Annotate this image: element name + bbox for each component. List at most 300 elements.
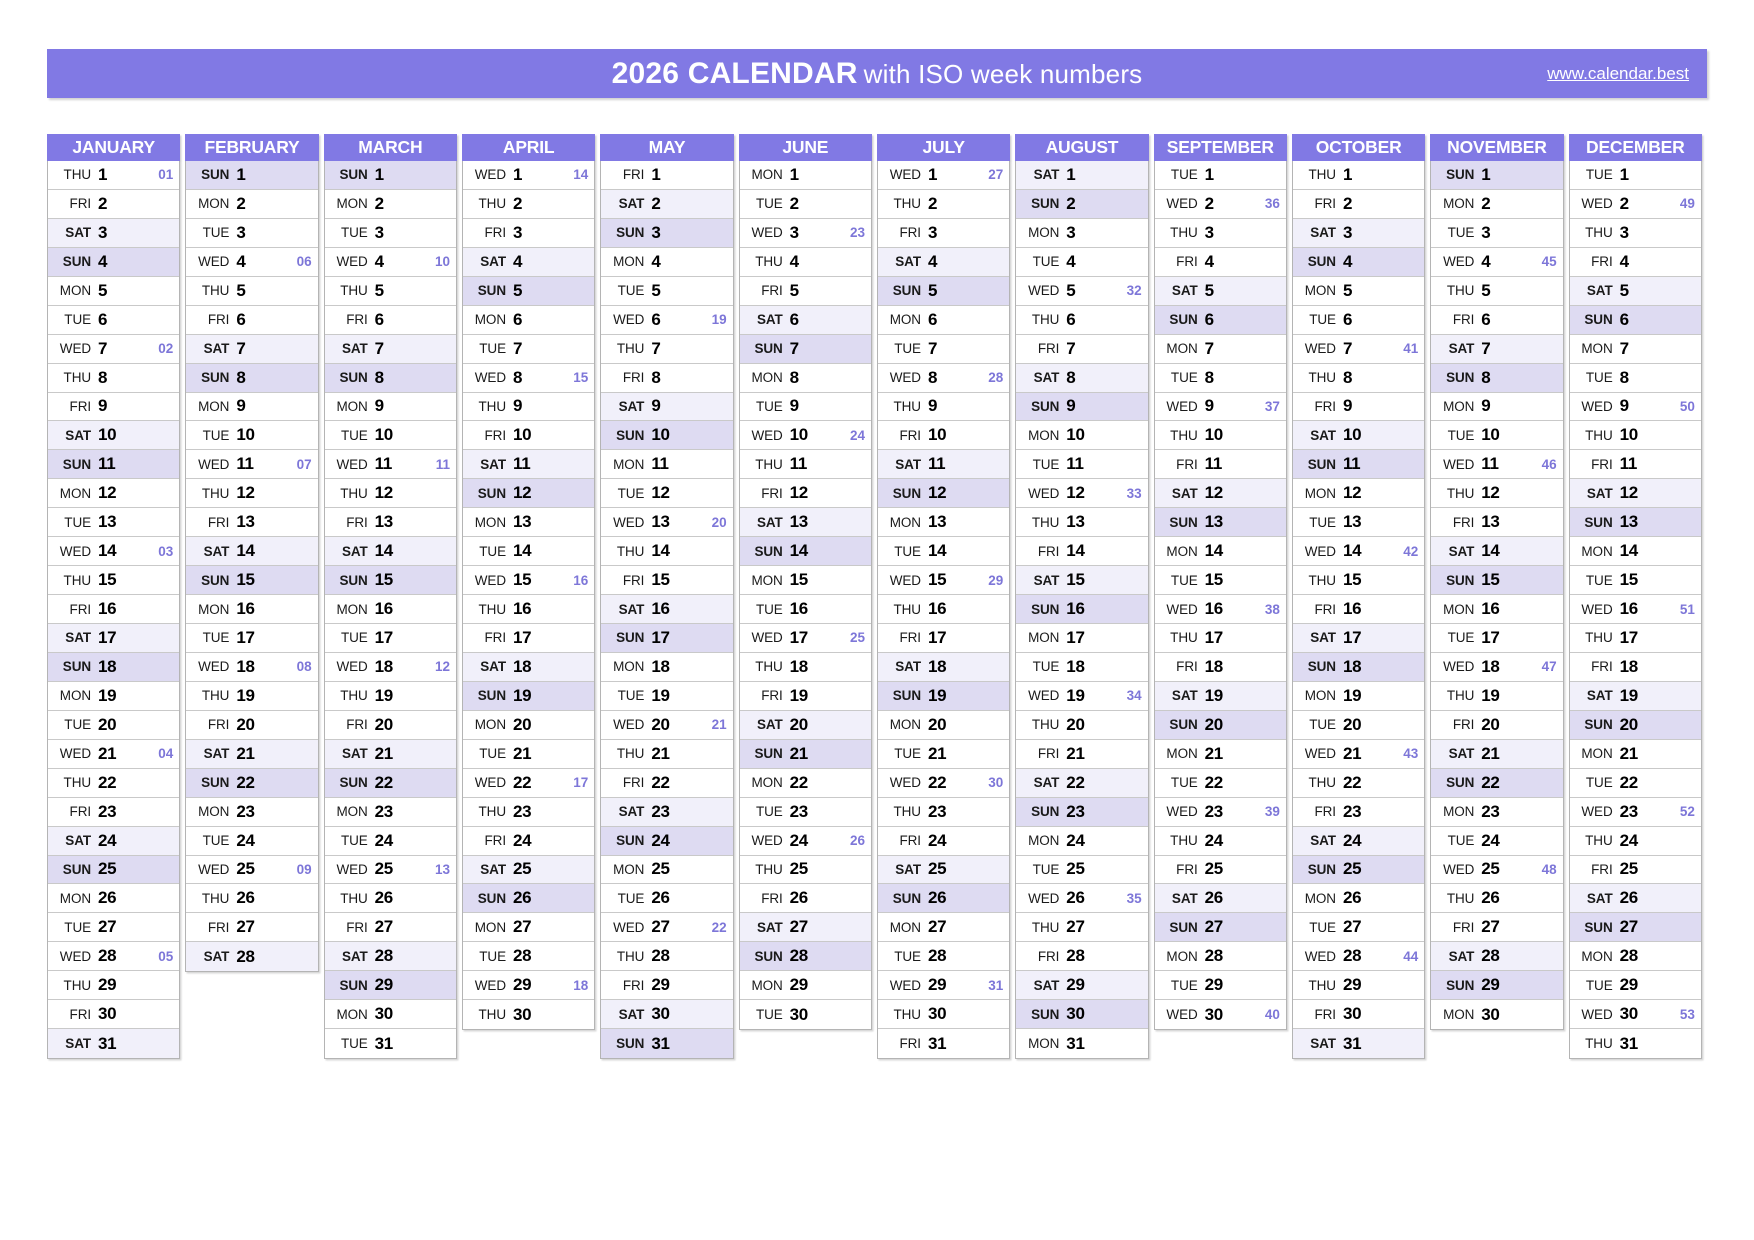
day-row[interactable] <box>48 682 179 711</box>
day-row[interactable] <box>325 335 456 364</box>
day-row[interactable] <box>1431 393 1562 422</box>
day-row[interactable] <box>740 277 871 306</box>
day-row[interactable] <box>1293 537 1424 566</box>
day-row[interactable] <box>1570 479 1701 508</box>
day-row[interactable] <box>48 421 179 450</box>
day-row[interactable] <box>1293 682 1424 711</box>
day-row[interactable] <box>325 856 456 885</box>
day-row[interactable] <box>878 913 1009 942</box>
day-row[interactable] <box>740 624 871 653</box>
day-row[interactable] <box>1570 161 1701 190</box>
day-row[interactable] <box>325 624 456 653</box>
day-row[interactable] <box>878 884 1009 913</box>
day-row[interactable] <box>878 306 1009 335</box>
day-row[interactable] <box>601 277 732 306</box>
day-row[interactable] <box>1431 884 1562 913</box>
day-row[interactable] <box>1016 624 1147 653</box>
day-row[interactable] <box>601 884 732 913</box>
day-row[interactable] <box>325 942 456 971</box>
day-row[interactable] <box>463 856 594 885</box>
day-row[interactable] <box>48 653 179 682</box>
day-row[interactable] <box>1016 711 1147 740</box>
day-row[interactable] <box>878 711 1009 740</box>
day-row[interactable] <box>463 595 594 624</box>
day-row[interactable] <box>1293 306 1424 335</box>
day-row[interactable] <box>1293 711 1424 740</box>
day-row[interactable] <box>325 421 456 450</box>
day-row[interactable] <box>1293 798 1424 827</box>
day-row[interactable] <box>1016 479 1147 508</box>
day-row[interactable] <box>325 450 456 479</box>
day-row[interactable] <box>1016 1000 1147 1029</box>
day-row[interactable] <box>878 595 1009 624</box>
day-row[interactable] <box>878 827 1009 856</box>
day-row[interactable] <box>1155 711 1286 740</box>
day-row[interactable] <box>186 653 317 682</box>
day-row[interactable] <box>463 537 594 566</box>
day-row[interactable] <box>1016 884 1147 913</box>
day-row[interactable] <box>1016 595 1147 624</box>
day-row[interactable] <box>740 566 871 595</box>
day-row[interactable] <box>601 913 732 942</box>
day-row[interactable] <box>48 827 179 856</box>
day-row[interactable] <box>1155 769 1286 798</box>
day-row[interactable] <box>325 1029 456 1058</box>
day-row[interactable] <box>1431 595 1562 624</box>
day-row[interactable] <box>186 537 317 566</box>
day-row[interactable] <box>740 653 871 682</box>
day-row[interactable] <box>48 624 179 653</box>
day-row[interactable] <box>740 769 871 798</box>
day-row[interactable] <box>325 479 456 508</box>
day-row[interactable] <box>878 971 1009 1000</box>
day-row[interactable] <box>878 942 1009 971</box>
day-row[interactable] <box>186 769 317 798</box>
day-row[interactable] <box>325 190 456 219</box>
day-row[interactable] <box>1016 393 1147 422</box>
day-row[interactable] <box>1570 798 1701 827</box>
day-row[interactable] <box>1293 190 1424 219</box>
day-row[interactable] <box>1570 740 1701 769</box>
day-row[interactable] <box>1155 798 1286 827</box>
day-row[interactable] <box>1016 335 1147 364</box>
day-row[interactable] <box>1431 740 1562 769</box>
day-row[interactable] <box>463 277 594 306</box>
day-row[interactable] <box>463 450 594 479</box>
day-row[interactable] <box>1293 277 1424 306</box>
day-row[interactable] <box>1431 1000 1562 1029</box>
day-row[interactable] <box>463 740 594 769</box>
day-row[interactable] <box>878 537 1009 566</box>
day-row[interactable] <box>740 595 871 624</box>
day-row[interactable] <box>325 566 456 595</box>
day-row[interactable] <box>1155 393 1286 422</box>
day-row[interactable] <box>48 566 179 595</box>
day-row[interactable] <box>463 508 594 537</box>
day-row[interactable] <box>325 971 456 1000</box>
day-row[interactable] <box>1431 566 1562 595</box>
day-row[interactable] <box>878 190 1009 219</box>
day-row[interactable] <box>740 219 871 248</box>
day-row[interactable] <box>1016 364 1147 393</box>
day-row[interactable] <box>1570 450 1701 479</box>
day-row[interactable] <box>463 393 594 422</box>
day-row[interactable] <box>878 248 1009 277</box>
day-row[interactable] <box>186 364 317 393</box>
day-row[interactable] <box>601 769 732 798</box>
day-row[interactable] <box>601 942 732 971</box>
day-row[interactable] <box>601 682 732 711</box>
day-row[interactable] <box>1431 682 1562 711</box>
day-row[interactable] <box>1016 653 1147 682</box>
day-row[interactable] <box>186 190 317 219</box>
day-row[interactable] <box>601 537 732 566</box>
day-row[interactable] <box>1570 248 1701 277</box>
website-link[interactable]: www.calendar.best <box>1547 63 1689 83</box>
day-row[interactable] <box>325 827 456 856</box>
day-row[interactable] <box>186 913 317 942</box>
day-row[interactable] <box>1016 971 1147 1000</box>
day-row[interactable] <box>601 1000 732 1029</box>
day-row[interactable] <box>1016 798 1147 827</box>
day-row[interactable] <box>1155 856 1286 885</box>
day-row[interactable] <box>1016 421 1147 450</box>
day-row[interactable] <box>1293 450 1424 479</box>
day-row[interactable] <box>1155 335 1286 364</box>
day-row[interactable] <box>740 942 871 971</box>
day-row[interactable] <box>1431 479 1562 508</box>
day-row[interactable] <box>1016 682 1147 711</box>
day-row[interactable] <box>1155 161 1286 190</box>
day-row[interactable] <box>601 190 732 219</box>
day-row[interactable] <box>1293 364 1424 393</box>
day-row[interactable] <box>48 798 179 827</box>
day-row[interactable] <box>48 711 179 740</box>
day-row[interactable] <box>325 277 456 306</box>
day-row[interactable] <box>601 393 732 422</box>
day-row[interactable] <box>463 971 594 1000</box>
day-row[interactable] <box>1570 421 1701 450</box>
day-row[interactable] <box>1431 711 1562 740</box>
day-row[interactable] <box>1155 1000 1286 1029</box>
day-row[interactable] <box>1431 942 1562 971</box>
day-row[interactable] <box>878 624 1009 653</box>
day-row[interactable] <box>1570 1029 1701 1058</box>
day-row[interactable] <box>1293 1029 1424 1058</box>
day-row[interactable] <box>601 421 732 450</box>
day-row[interactable] <box>463 306 594 335</box>
day-row[interactable] <box>186 942 317 971</box>
day-row[interactable] <box>1155 190 1286 219</box>
day-row[interactable] <box>878 219 1009 248</box>
day-row[interactable] <box>1570 219 1701 248</box>
day-row[interactable] <box>1293 479 1424 508</box>
day-row[interactable] <box>601 450 732 479</box>
day-row[interactable] <box>878 682 1009 711</box>
day-row[interactable] <box>1155 306 1286 335</box>
day-row[interactable] <box>601 161 732 190</box>
day-row[interactable] <box>1431 856 1562 885</box>
day-row[interactable] <box>325 219 456 248</box>
day-row[interactable] <box>1155 827 1286 856</box>
day-row[interactable] <box>878 798 1009 827</box>
day-row[interactable] <box>48 161 179 190</box>
day-row[interactable] <box>740 393 871 422</box>
day-row[interactable] <box>1431 827 1562 856</box>
day-row[interactable] <box>325 711 456 740</box>
day-row[interactable] <box>601 364 732 393</box>
day-row[interactable] <box>601 508 732 537</box>
day-row[interactable] <box>48 335 179 364</box>
day-row[interactable] <box>186 856 317 885</box>
day-row[interactable] <box>463 248 594 277</box>
day-row[interactable] <box>1155 479 1286 508</box>
day-row[interactable] <box>601 711 732 740</box>
day-row[interactable] <box>186 277 317 306</box>
day-row[interactable] <box>325 306 456 335</box>
day-row[interactable] <box>740 508 871 537</box>
day-row[interactable] <box>1293 971 1424 1000</box>
day-row[interactable] <box>48 219 179 248</box>
day-row[interactable] <box>1431 219 1562 248</box>
day-row[interactable] <box>1155 595 1286 624</box>
day-row[interactable] <box>1431 190 1562 219</box>
day-row[interactable] <box>1293 421 1424 450</box>
day-row[interactable] <box>1293 219 1424 248</box>
day-row[interactable] <box>740 740 871 769</box>
day-row[interactable] <box>740 537 871 566</box>
day-row[interactable] <box>1570 190 1701 219</box>
day-row[interactable] <box>1570 335 1701 364</box>
day-row[interactable] <box>325 798 456 827</box>
day-row[interactable] <box>48 740 179 769</box>
day-row[interactable] <box>186 740 317 769</box>
day-row[interactable] <box>1016 508 1147 537</box>
day-row[interactable] <box>48 1029 179 1058</box>
day-row[interactable] <box>1155 682 1286 711</box>
day-row[interactable] <box>878 1000 1009 1029</box>
day-row[interactable] <box>878 364 1009 393</box>
day-row[interactable] <box>601 335 732 364</box>
day-row[interactable] <box>1431 248 1562 277</box>
day-row[interactable] <box>186 884 317 913</box>
day-row[interactable] <box>740 1000 871 1029</box>
day-row[interactable] <box>740 248 871 277</box>
day-row[interactable] <box>601 1029 732 1058</box>
day-row[interactable] <box>878 393 1009 422</box>
day-row[interactable] <box>740 798 871 827</box>
day-row[interactable] <box>1570 306 1701 335</box>
day-row[interactable] <box>1293 884 1424 913</box>
day-row[interactable] <box>1431 335 1562 364</box>
day-row[interactable] <box>1570 884 1701 913</box>
day-row[interactable] <box>1570 913 1701 942</box>
day-row[interactable] <box>601 653 732 682</box>
day-row[interactable] <box>1293 595 1424 624</box>
day-row[interactable] <box>878 653 1009 682</box>
day-row[interactable] <box>48 364 179 393</box>
day-row[interactable] <box>48 971 179 1000</box>
day-row[interactable] <box>1293 856 1424 885</box>
day-row[interactable] <box>878 740 1009 769</box>
day-row[interactable] <box>325 1000 456 1029</box>
day-row[interactable] <box>1155 942 1286 971</box>
day-row[interactable] <box>1016 219 1147 248</box>
day-row[interactable] <box>1293 653 1424 682</box>
day-row[interactable] <box>1016 450 1147 479</box>
day-row[interactable] <box>186 827 317 856</box>
day-row[interactable] <box>48 884 179 913</box>
day-row[interactable] <box>48 306 179 335</box>
day-row[interactable] <box>1431 971 1562 1000</box>
day-row[interactable] <box>878 566 1009 595</box>
day-row[interactable] <box>48 277 179 306</box>
day-row[interactable] <box>1293 248 1424 277</box>
day-row[interactable] <box>1016 566 1147 595</box>
day-row[interactable] <box>48 450 179 479</box>
day-row[interactable] <box>1431 798 1562 827</box>
day-row[interactable] <box>463 653 594 682</box>
day-row[interactable] <box>1431 306 1562 335</box>
day-row[interactable] <box>1155 971 1286 1000</box>
day-row[interactable] <box>1570 595 1701 624</box>
day-row[interactable] <box>1293 393 1424 422</box>
day-row[interactable] <box>601 219 732 248</box>
day-row[interactable] <box>1293 769 1424 798</box>
day-row[interactable] <box>186 335 317 364</box>
day-row[interactable] <box>1016 942 1147 971</box>
day-row[interactable] <box>186 306 317 335</box>
day-row[interactable] <box>463 913 594 942</box>
day-row[interactable] <box>740 479 871 508</box>
day-row[interactable] <box>1016 1029 1147 1058</box>
day-row[interactable] <box>1570 856 1701 885</box>
day-row[interactable] <box>878 508 1009 537</box>
day-row[interactable] <box>186 595 317 624</box>
day-row[interactable] <box>740 306 871 335</box>
day-row[interactable] <box>1155 248 1286 277</box>
day-row[interactable] <box>1570 971 1701 1000</box>
day-row[interactable] <box>601 479 732 508</box>
day-row[interactable] <box>1293 942 1424 971</box>
day-row[interactable] <box>186 508 317 537</box>
day-row[interactable] <box>1293 161 1424 190</box>
day-row[interactable] <box>1570 942 1701 971</box>
day-row[interactable] <box>186 479 317 508</box>
day-row[interactable] <box>1155 364 1286 393</box>
day-row[interactable] <box>186 682 317 711</box>
day-row[interactable] <box>1016 306 1147 335</box>
day-row[interactable] <box>1155 740 1286 769</box>
day-row[interactable] <box>1431 508 1562 537</box>
day-row[interactable] <box>463 161 594 190</box>
day-row[interactable] <box>48 479 179 508</box>
day-row[interactable] <box>463 624 594 653</box>
day-row[interactable] <box>186 248 317 277</box>
day-row[interactable] <box>48 595 179 624</box>
day-row[interactable] <box>601 306 732 335</box>
day-row[interactable] <box>1431 277 1562 306</box>
day-row[interactable] <box>878 421 1009 450</box>
day-row[interactable] <box>325 248 456 277</box>
day-row[interactable] <box>1431 913 1562 942</box>
day-row[interactable] <box>186 711 317 740</box>
day-row[interactable] <box>463 798 594 827</box>
day-row[interactable] <box>1431 537 1562 566</box>
day-row[interactable] <box>1570 827 1701 856</box>
day-row[interactable] <box>1155 537 1286 566</box>
day-row[interactable] <box>463 566 594 595</box>
day-row[interactable] <box>1016 913 1147 942</box>
day-row[interactable] <box>601 566 732 595</box>
day-row[interactable] <box>1431 769 1562 798</box>
day-row[interactable] <box>1155 884 1286 913</box>
day-row[interactable] <box>463 827 594 856</box>
day-row[interactable] <box>463 335 594 364</box>
day-row[interactable] <box>740 827 871 856</box>
day-row[interactable] <box>601 798 732 827</box>
day-row[interactable] <box>1293 508 1424 537</box>
day-row[interactable] <box>601 248 732 277</box>
day-row[interactable] <box>325 364 456 393</box>
day-row[interactable] <box>463 769 594 798</box>
day-row[interactable] <box>325 913 456 942</box>
day-row[interactable] <box>186 566 317 595</box>
day-row[interactable] <box>1155 566 1286 595</box>
day-row[interactable] <box>878 335 1009 364</box>
day-row[interactable] <box>186 219 317 248</box>
day-row[interactable] <box>325 884 456 913</box>
day-row[interactable] <box>463 884 594 913</box>
day-row[interactable] <box>1016 827 1147 856</box>
day-row[interactable] <box>186 624 317 653</box>
day-row[interactable] <box>325 393 456 422</box>
day-row[interactable] <box>1570 508 1701 537</box>
day-row[interactable] <box>1431 161 1562 190</box>
day-row[interactable] <box>878 856 1009 885</box>
day-row[interactable] <box>1155 624 1286 653</box>
day-row[interactable] <box>878 277 1009 306</box>
day-row[interactable] <box>740 421 871 450</box>
day-row[interactable] <box>740 364 871 393</box>
day-row[interactable] <box>878 1029 1009 1058</box>
day-row[interactable] <box>1570 364 1701 393</box>
day-row[interactable] <box>1570 624 1701 653</box>
day-row[interactable] <box>325 769 456 798</box>
day-row[interactable] <box>48 913 179 942</box>
day-row[interactable] <box>325 595 456 624</box>
day-row[interactable] <box>1570 769 1701 798</box>
day-row[interactable] <box>740 161 871 190</box>
day-row[interactable] <box>1016 769 1147 798</box>
day-row[interactable] <box>463 190 594 219</box>
day-row[interactable] <box>186 450 317 479</box>
day-row[interactable] <box>1155 277 1286 306</box>
day-row[interactable] <box>1431 624 1562 653</box>
day-row[interactable] <box>463 942 594 971</box>
day-row[interactable] <box>48 508 179 537</box>
day-row[interactable] <box>1570 1000 1701 1029</box>
day-row[interactable] <box>1293 827 1424 856</box>
day-row[interactable] <box>186 393 317 422</box>
day-row[interactable] <box>1293 1000 1424 1029</box>
day-row[interactable] <box>48 942 179 971</box>
day-row[interactable] <box>325 740 456 769</box>
day-row[interactable] <box>1570 566 1701 595</box>
day-row[interactable] <box>186 798 317 827</box>
day-row[interactable] <box>1155 450 1286 479</box>
day-row[interactable] <box>740 971 871 1000</box>
